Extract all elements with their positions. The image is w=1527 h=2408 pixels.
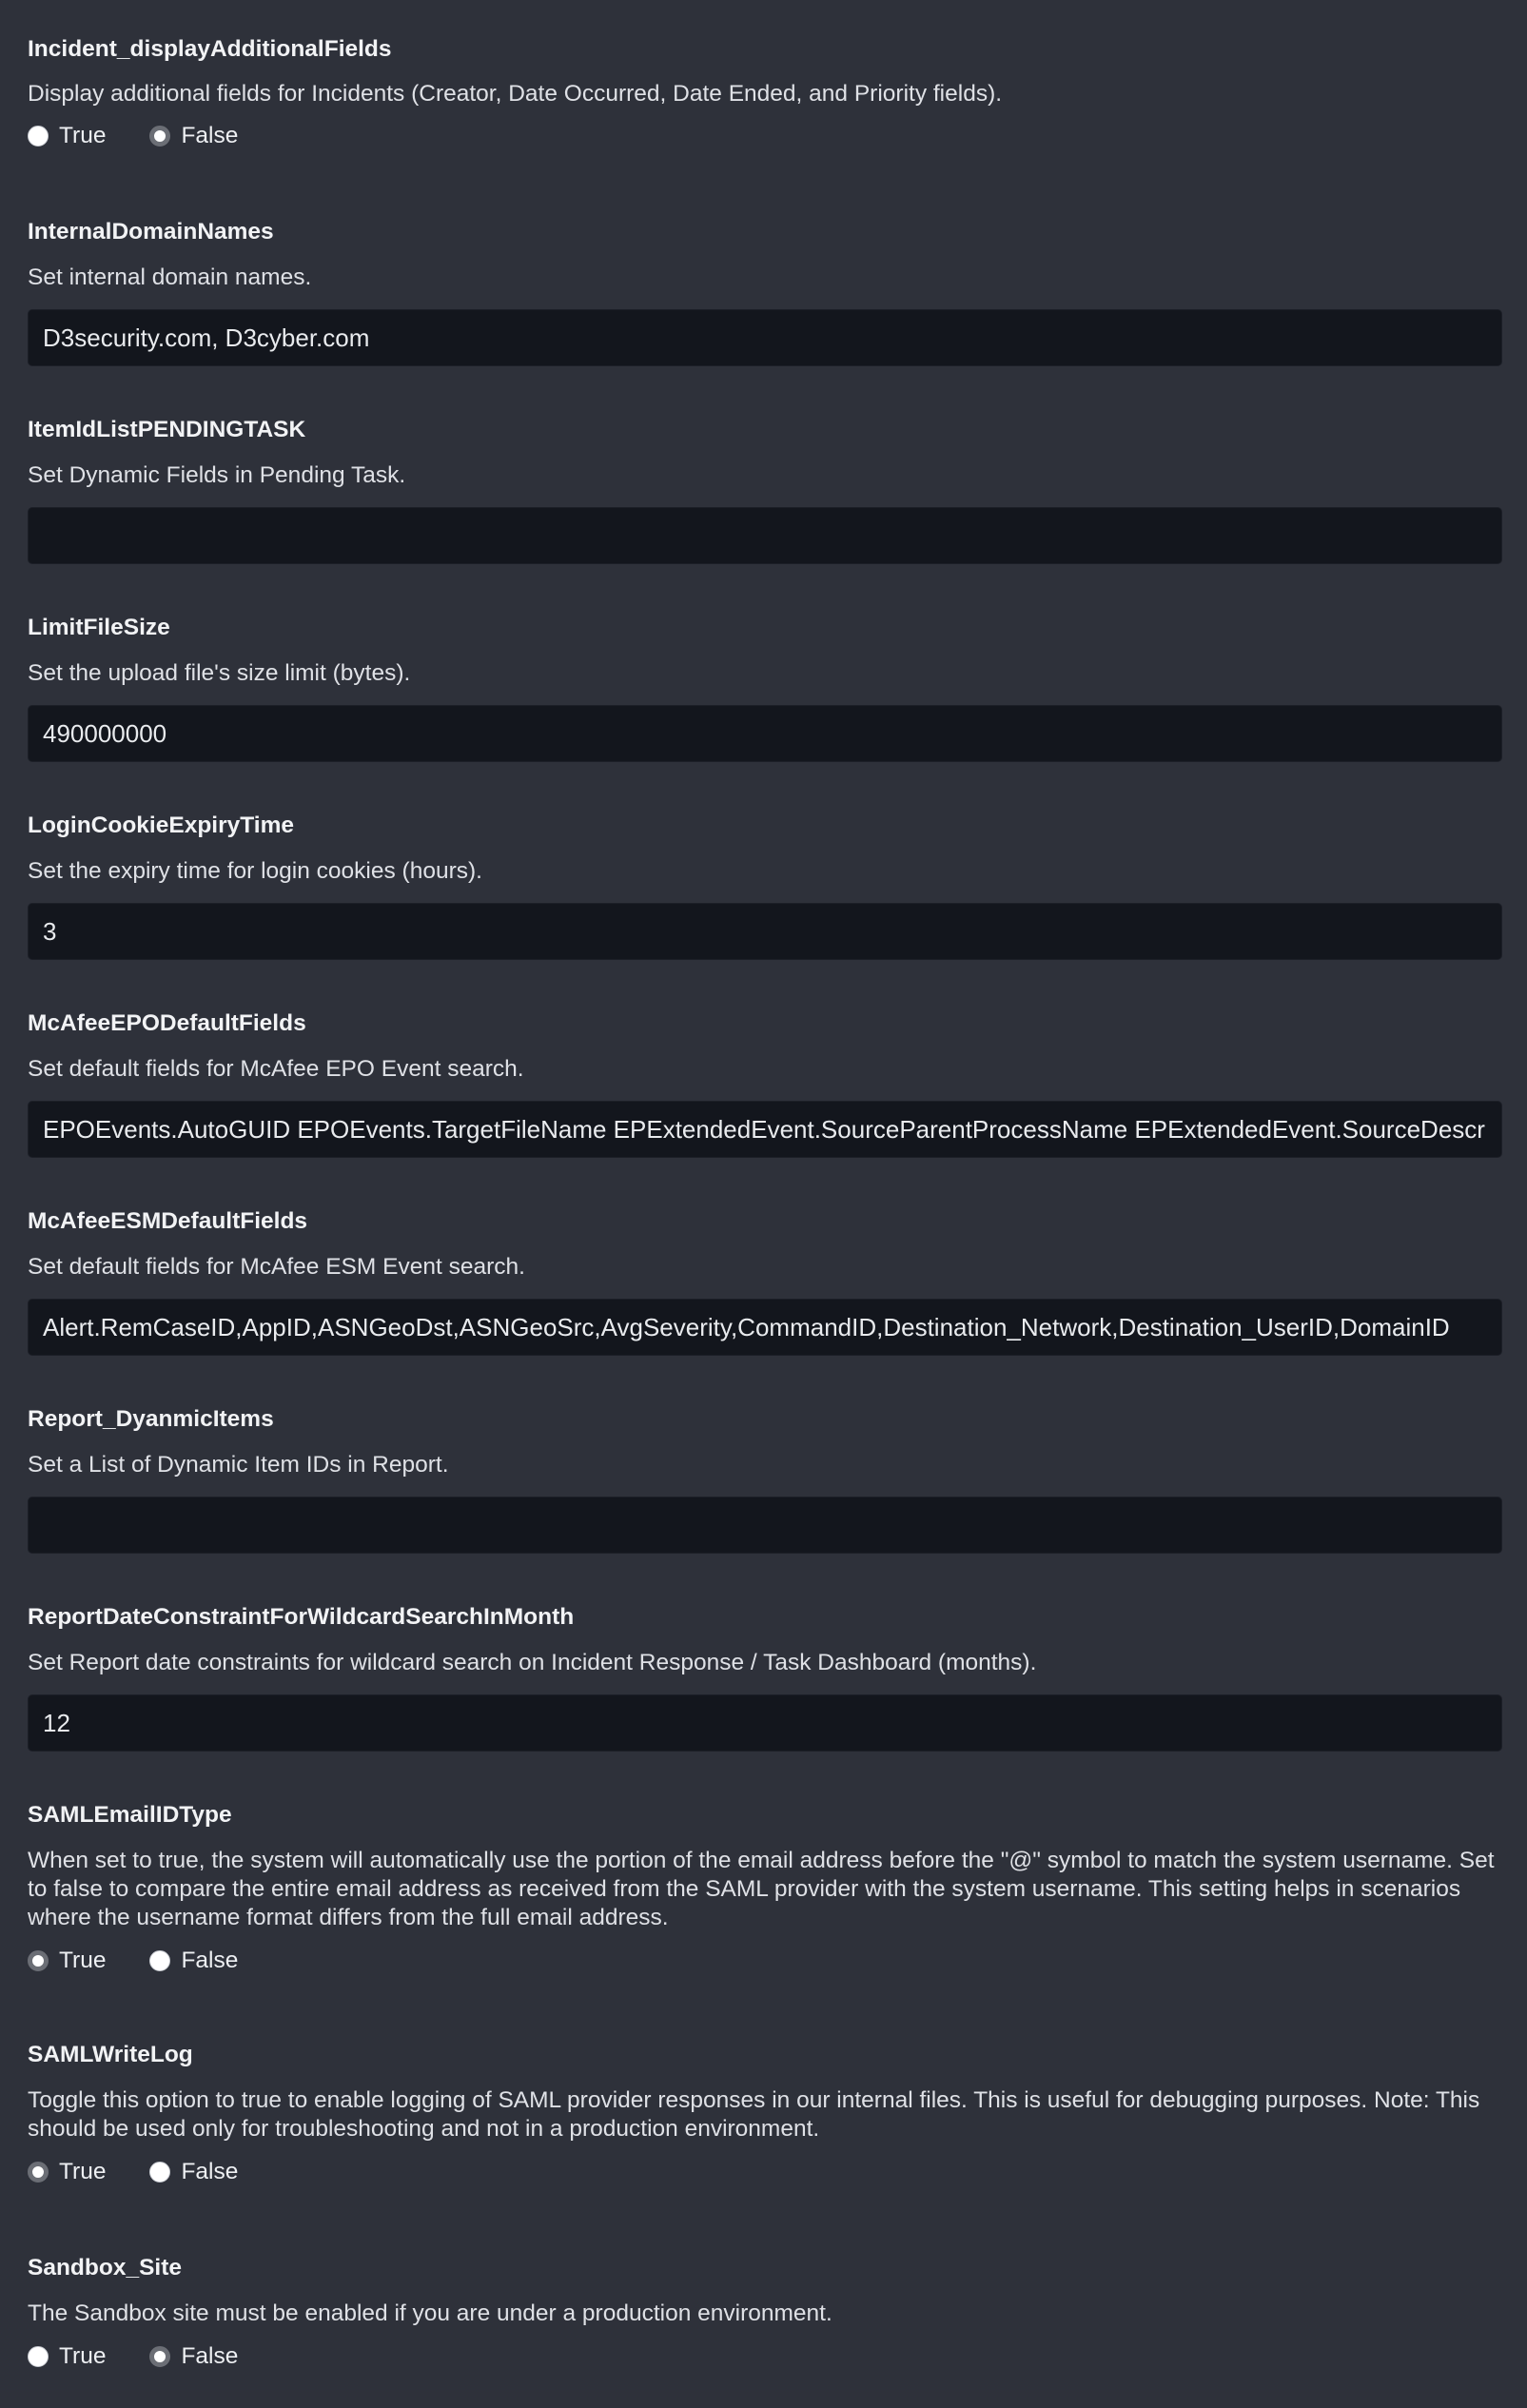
setting-description: Set the expiry time for login cookies (hours).	[28, 858, 482, 884]
setting-name: McAfeeESMDefaultFields	[28, 1208, 308, 1234]
radio-true-circle-checked[interactable]	[28, 2162, 49, 2183]
setting-description: The Sandbox site must be enabled if you are under a production environment.	[28, 2300, 832, 2326]
setting-mcafee-epo-default-fields	[28, 1009, 1502, 1158]
setting-description: Set Report date constraints for wildcard search on Incident Response / Task Dashboard (months).	[28, 1650, 1037, 1675]
setting-name: ItemIdListPENDINGTASK	[28, 417, 306, 442]
setting-saml-email-id-type	[28, 1801, 1502, 1976]
radio-true[interactable]	[28, 2343, 106, 2370]
radio-false-label: False	[181, 2159, 239, 2184]
radio-false-circle[interactable]	[149, 2162, 170, 2183]
setting-name: LoginCookieExpiryTime	[28, 812, 294, 838]
setting-name: Incident_displayAdditionalFields	[28, 36, 392, 62]
setting-internal-domain-names	[28, 218, 1502, 366]
radio-false-circle[interactable]	[149, 1950, 170, 1971]
setting-name: Report_DyanmicItems	[28, 1406, 274, 1432]
radio-true[interactable]	[28, 2159, 106, 2185]
radio-true[interactable]	[28, 123, 106, 149]
radio-group	[28, 121, 1502, 151]
setting-limit-file-size	[28, 614, 1502, 762]
setting-name: ReportDateConstraintForWildcardSearchInMonth	[28, 1604, 575, 1630]
setting-item-id-list-pending-task	[28, 416, 1502, 564]
mcafee-epo-fields-input[interactable]	[28, 1101, 1502, 1158]
setting-name: SAMLWriteLog	[28, 2042, 193, 2067]
radio-false[interactable]	[149, 123, 238, 149]
radio-group	[28, 2341, 1502, 2372]
mcafee-esm-fields-input[interactable]	[28, 1299, 1502, 1356]
report-date-constraint-input[interactable]	[28, 1694, 1502, 1752]
radio-group	[28, 2157, 1502, 2187]
setting-description: Display additional fields for Incidents (Creator, Date Occurred, Date Ended, and Priority fields).	[28, 81, 1003, 107]
radio-false-circle-checked[interactable]	[149, 2346, 170, 2367]
setting-name: LimitFileSize	[28, 615, 170, 640]
login-cookie-expiry-input[interactable]	[28, 903, 1502, 960]
radio-true-label: True	[59, 1948, 107, 1973]
setting-login-cookie-expiry-time	[28, 812, 1502, 960]
item-id-list-input[interactable]	[28, 507, 1502, 564]
setting-description: Set Dynamic Fields in Pending Task.	[28, 462, 406, 488]
radio-false[interactable]	[149, 1948, 238, 1974]
setting-name: McAfeeEPODefaultFields	[28, 1010, 306, 1036]
radio-false-label: False	[181, 1948, 239, 1973]
setting-name: Sandbox_Site	[28, 2255, 183, 2281]
radio-false[interactable]	[149, 2343, 238, 2370]
setting-report-dynamic-items	[28, 1405, 1502, 1554]
setting-sandbox-site	[28, 2254, 1502, 2372]
setting-description: Toggle this option to true to enable logging of SAML provider responses in our internal files. This is useful for debugging purposes. Note: This should be used only for troubleshooting and not in a production environment.	[28, 2087, 1480, 2142]
internal-domain-names-input[interactable]	[28, 309, 1502, 366]
setting-name: SAMLEmailIDType	[28, 1802, 232, 1828]
report-dynamic-items-input[interactable]	[28, 1497, 1502, 1554]
radio-true-circle-checked[interactable]	[28, 1950, 49, 1971]
setting-name: InternalDomainNames	[28, 219, 274, 245]
setting-description: When set to true, the system will automatically use the portion of the email address before the "@" symbol to match the system username. Set to false to compare the entire email address as received from the SAML provider with the system username. This setting helps in scenarios where the username format differs from the full email address.	[28, 1848, 1495, 1930]
setting-mcafee-esm-default-fields	[28, 1207, 1502, 1356]
radio-true-label: True	[59, 123, 107, 148]
setting-incident-display-additional-fields	[28, 35, 1502, 151]
radio-group	[28, 1946, 1502, 1976]
radio-true-label: True	[59, 2343, 107, 2369]
radio-false-circle-checked[interactable]	[149, 126, 170, 147]
limit-file-size-input[interactable]	[28, 705, 1502, 762]
radio-true-circle[interactable]	[28, 126, 49, 147]
radio-false[interactable]	[149, 2159, 238, 2185]
setting-description: Set default fields for McAfee ESM Event search.	[28, 1254, 525, 1280]
setting-description: Set internal domain names.	[28, 264, 312, 290]
setting-description: Set default fields for McAfee EPO Event search.	[28, 1056, 524, 1082]
setting-description: Set a List of Dynamic Item IDs in Report.	[28, 1452, 449, 1478]
radio-true-label: True	[59, 2159, 107, 2184]
radio-true-circle[interactable]	[28, 2346, 49, 2367]
setting-saml-write-log	[28, 2041, 1502, 2187]
setting-report-date-constraint	[28, 1603, 1502, 1752]
setting-description: Set the upload file's size limit (bytes).	[28, 660, 411, 686]
radio-false-label: False	[181, 2343, 239, 2369]
radio-false-label: False	[181, 123, 239, 148]
radio-true[interactable]	[28, 1948, 106, 1974]
